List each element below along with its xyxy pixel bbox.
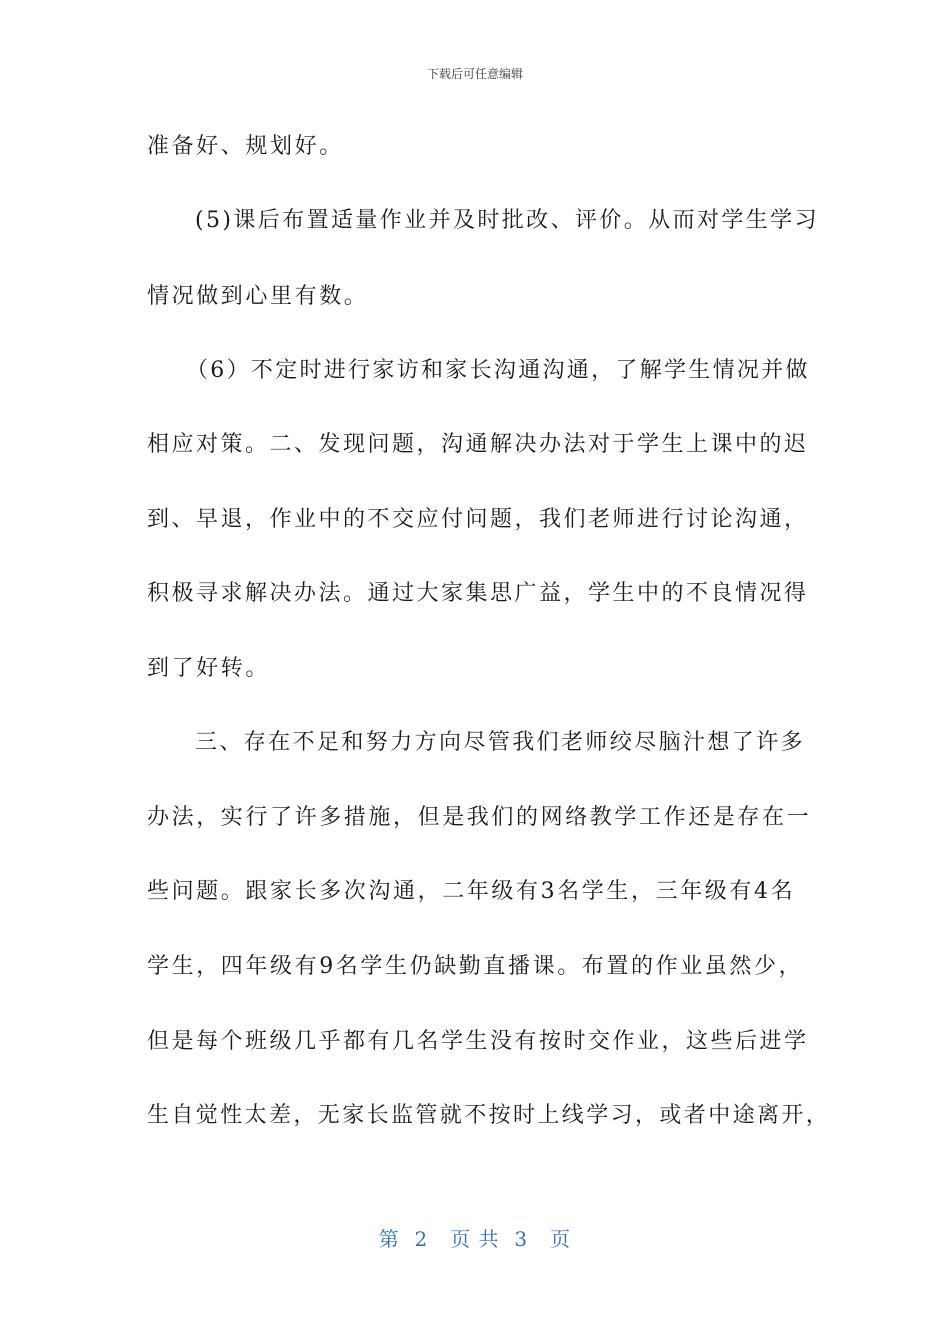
page-number-footer: 第 2 页 共 3 页 xyxy=(378,1227,572,1251)
body-line-14: 生自觉性太差，无家长监管就不按时上线学习，或者中途离开， xyxy=(147,1103,831,1128)
body-line-1: 准备好、规划好。 xyxy=(147,134,344,159)
body-line-7: 积极寻求解决办法。通过大家集思广益，学生中的不良情况得 xyxy=(147,581,809,606)
body-line-9: 三、存在不足和努力方向尽管我们老师绞尽脑汁想了许多 xyxy=(195,730,806,755)
body-line-3: 情况做到心里有数。 xyxy=(147,284,369,309)
body-line-12: 学生，四年级有9名学生仍缺勤直播课。布置的作业虽然少， xyxy=(147,954,804,979)
body-line-10: 办法，实行了许多措施，但是我们的网络教学工作还是存在一 xyxy=(147,805,812,830)
body-line-6: 到、早退，作业中的不交应付问题，我们老师进行讨论沟通， xyxy=(147,507,809,532)
body-line-11: 些问题。跟家长多次沟通，二年级有3名学生，三年级有4名 xyxy=(147,879,796,904)
page-header: 下载后可任意编辑 xyxy=(426,67,523,81)
body-line-13: 但是每个班级几乎都有几名学生没有按时交作业，这些后进学 xyxy=(147,1029,809,1054)
body-line-5: 相应对策。二、发现问题，沟通解决办法对于学生上课中的迟 xyxy=(147,432,809,457)
body-line-8: 到了好转。 xyxy=(147,656,271,681)
body-line-2: (5)课后布置适量作业并及时批改、评价。从而对学生学习 xyxy=(195,208,819,233)
body-line-4: （6）不定时进行家访和家长沟通沟通，了解学生情况并做 xyxy=(186,358,810,383)
